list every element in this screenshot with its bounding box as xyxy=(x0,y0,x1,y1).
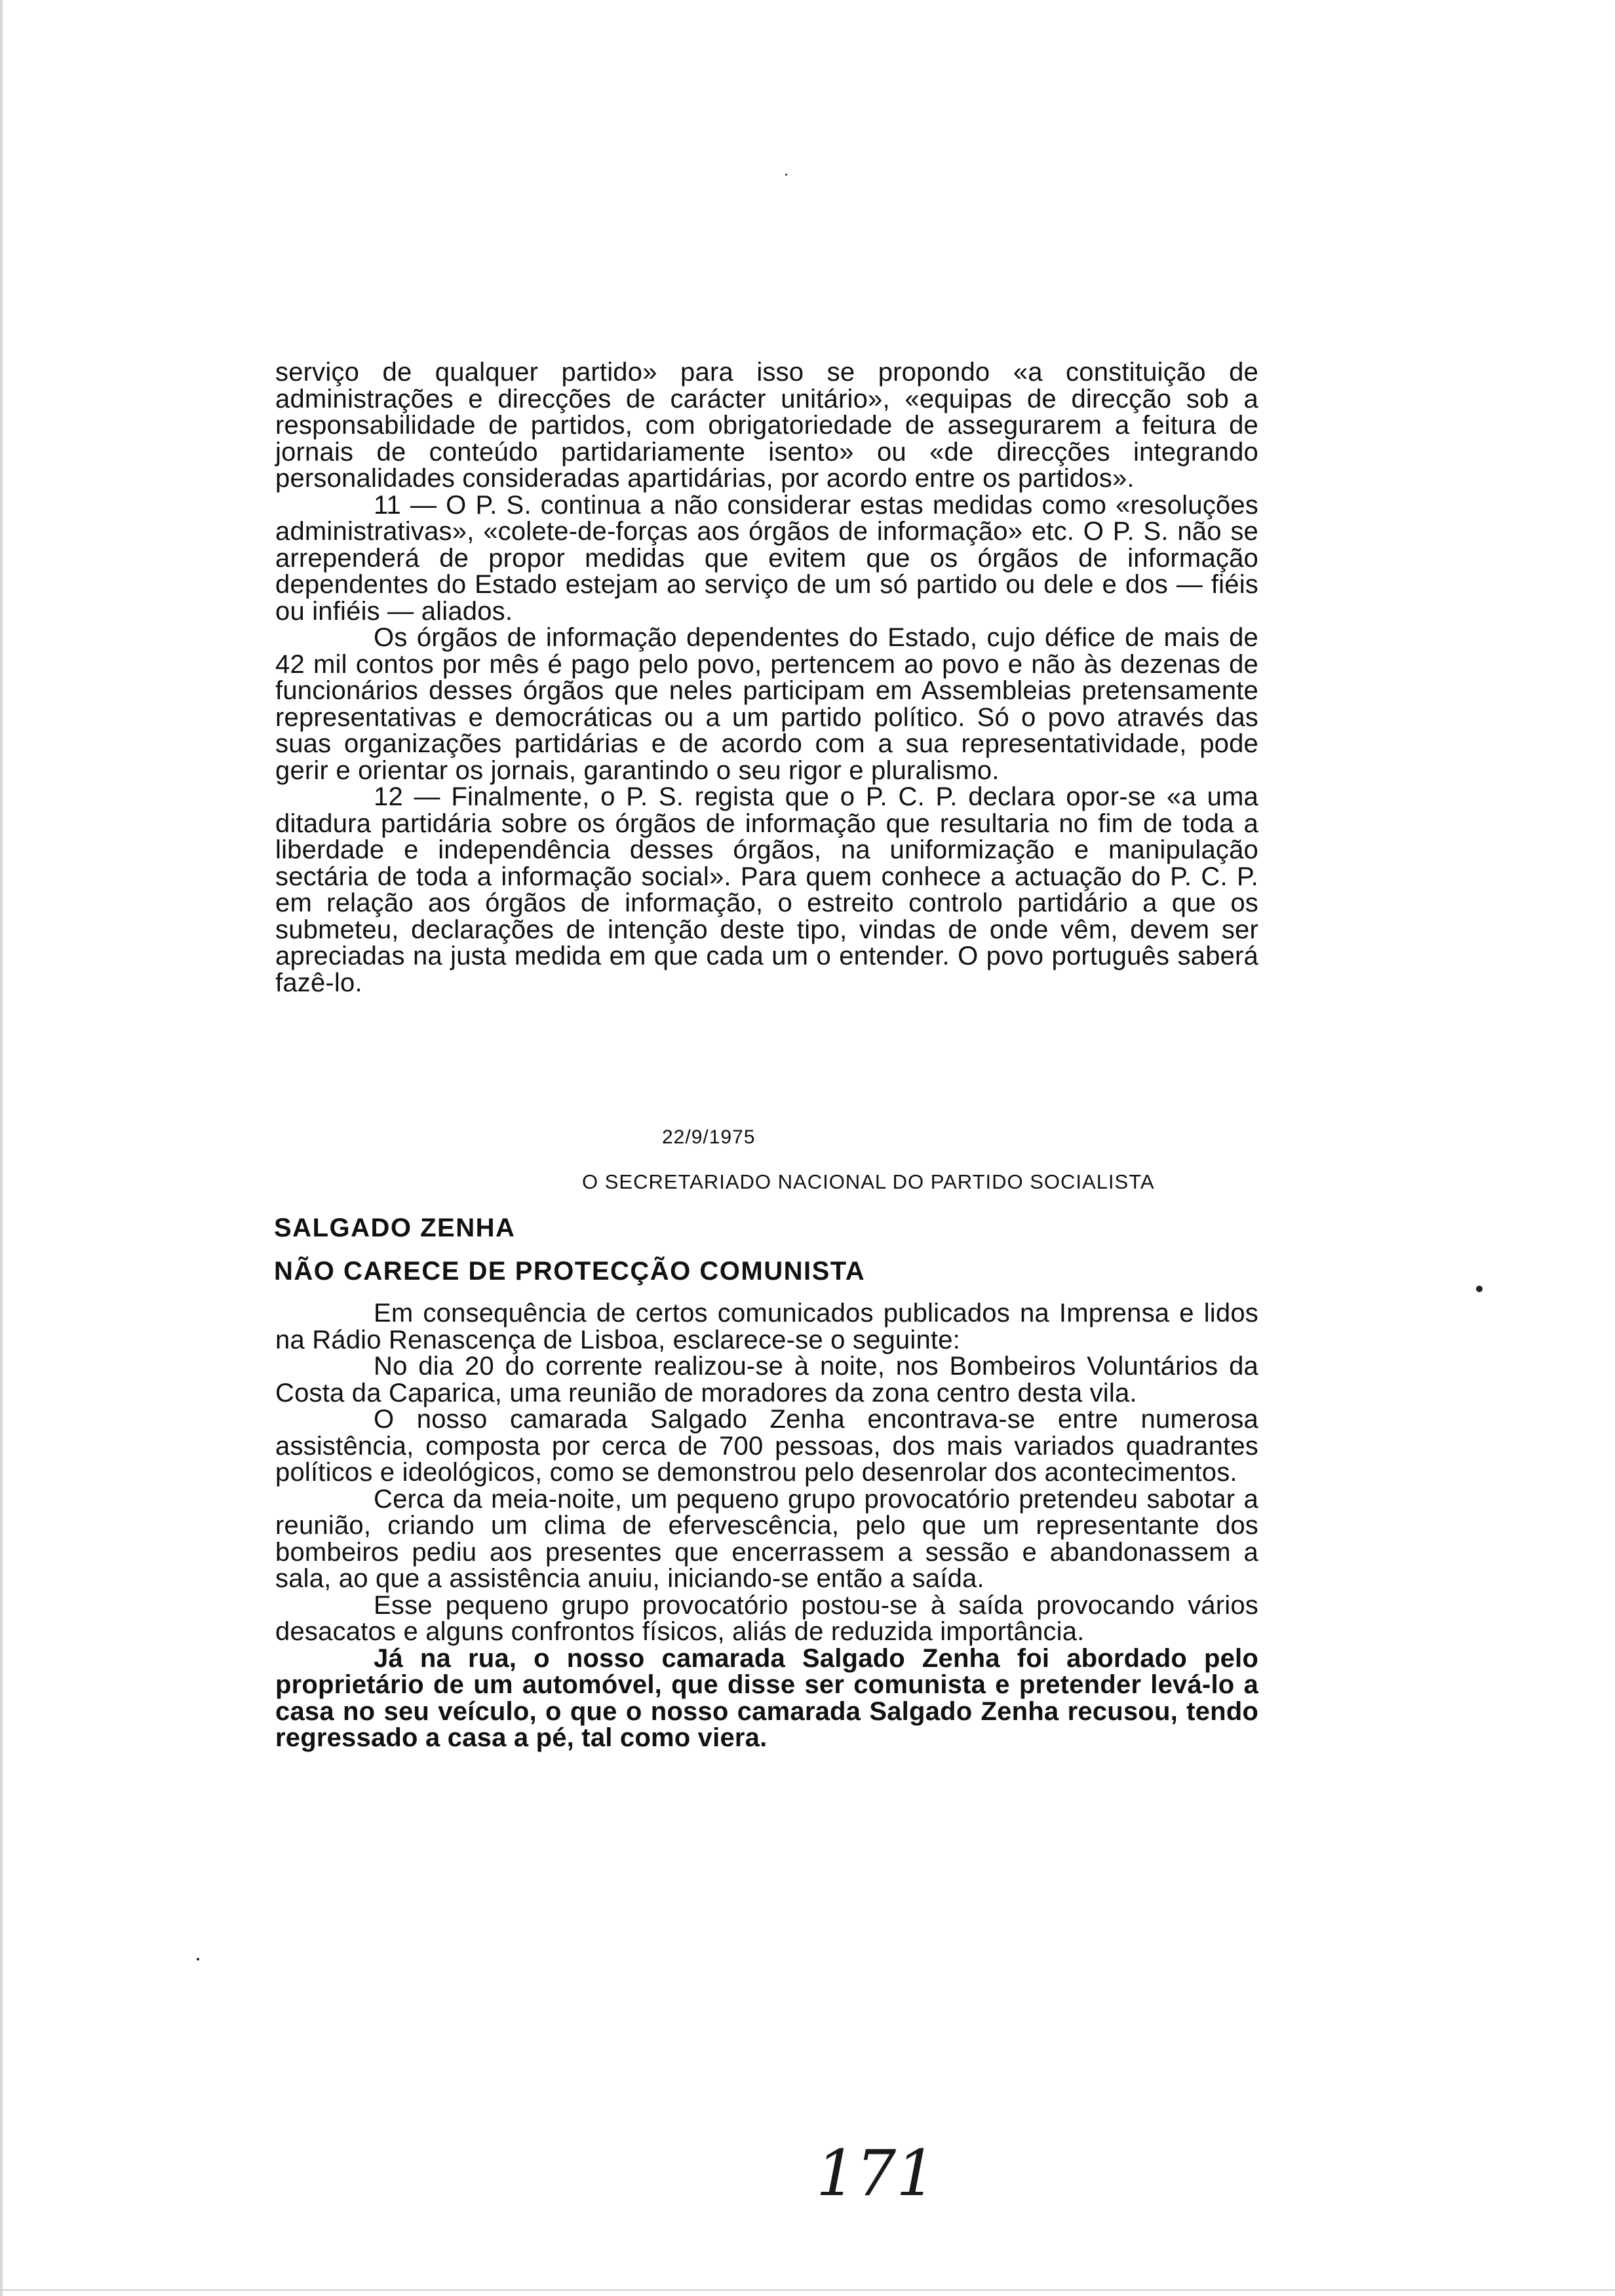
scan-page-edge xyxy=(0,0,3,2296)
scan-speck xyxy=(1476,1286,1483,1292)
article-paragraph-intro: Em consequência de certos comunicados publicados na Imprensa e lidos na Rádio Renascença de Lisboa, esclarece-se o seguinte: xyxy=(275,1299,1258,1354)
scan-speck xyxy=(785,174,787,176)
article-headline-line1: SALGADO ZENHA xyxy=(274,1214,516,1242)
article-paragraph-attendance: O nosso camarada Salgado Zenha encontrava-se entre numerosa assistência, composta por cerca de 700 pessoas, dos mais variados quadrantes políticos e ideológicos, como se demonstrou pelo desenrolar dos acontecimentos. xyxy=(275,1405,1258,1487)
paragraph-point-12: 12 — Finalmente, o P. S. regista que o P. C. P. declara opor-se «a uma ditadura partidária sobre os órgãos de informação que resultaria no fim de toda a liberdade e independência desses órgãos, na uniformização e manipulação sectária de toda a informação social». Para quem conhece a actuação do P. C. P. em relação aos órgãos de informação, o estreito controlo partidário a que os submeteu, declarações de intenção deste tipo, vindas de onde vêm, devem ser apreciadas na justa medida em que cada um o entender. O povo português saberá fazê-lo. xyxy=(275,782,1258,997)
article-paragraph-exit: Esse pequeno grupo provocatório postou-se à saída provocando vários desacatos e alguns confrontos físicos, aliás de reduzida importância. xyxy=(275,1590,1258,1646)
article-headline-line2: NÃO CARECE DE PROTECÇÃO COMUNISTA xyxy=(274,1257,866,1286)
scan-speck xyxy=(197,1958,199,1961)
scan-bottom-edge xyxy=(0,2289,1615,2291)
article-body xyxy=(275,1300,1258,1751)
article-paragraph-meeting: No dia 20 do corrente realizou-se à noite, nos Bombeiros Voluntários da Costa da Caparica, uma reunião de moradores da zona centro desta vila. xyxy=(275,1352,1258,1407)
paragraph-state-media: Os órgãos de informação dependentes do Estado, cujo défice de mais de 42 mil contos por mês é pago pelo povo, pertencem ao povo e não às dezenas de funcionários desses órgãos que neles participam em Assembleias pretensamente representativas e democráticas ou a um partido político. Só o povo através das suas organizações partidárias e de acordo com a sua representatividade, pode gerir e orientar os jornais, garantindo o seu rigor e pluralismo. xyxy=(275,623,1258,785)
paragraph-point-11: 11 — O P. S. continua a não considerar estas medidas como «resoluções administrativas», «colete-de-forças aos órgãos de informação» etc. O P. S. não se arrependerá de propor medidas que evitem que os órgãos de informação dependentes do Estado estejam ao serviço de um só partido ou dele e dos — fiéis ou infiéis — aliados. xyxy=(275,490,1258,626)
statement-signature: O SECRETARIADO NACIONAL DO PARTIDO SOCIALISTA xyxy=(582,1170,1155,1193)
statement-date: 22/9/1975 xyxy=(662,1126,756,1148)
article-paragraph-street: Já na rua, o nosso camarada Salgado Zenha foi abordado pelo proprietário de um automóvel, que disse ser comunista e pretender levá-lo a casa no seu veículo, o que o nosso camarada Salgado Zenha recusou, tendo regressado a casa a pé, tal como viera. xyxy=(275,1643,1258,1752)
paragraph-continuation: serviço de qualquer partido» para isso se propondo «a constituição de administrações e direcções de carácter unitário», «equipas de direcção sob a responsabilidade de partidos, com obrigatoriedade de assegurarem a feitura de jornais de conteúdo partidariamente isento» ou «de direcções integrando personalidades consideradas apartidárias, por acordo entre os partidos». xyxy=(275,358,1258,493)
handwritten-page-number: 171 xyxy=(816,2137,937,2210)
article-paragraph-midnight: Cerca da meia-noite, um pequeno grupo provocatório pretendeu sabotar a reunião, criando um clima de efervescência, pelo que um representante dos bombeiros pediu aos presentes que encerrassem a sessão e abandonassem a sala, ao que a assistência anuiu, iniciando-se então a saída. xyxy=(275,1484,1258,1593)
statement-continuation xyxy=(275,359,1258,996)
